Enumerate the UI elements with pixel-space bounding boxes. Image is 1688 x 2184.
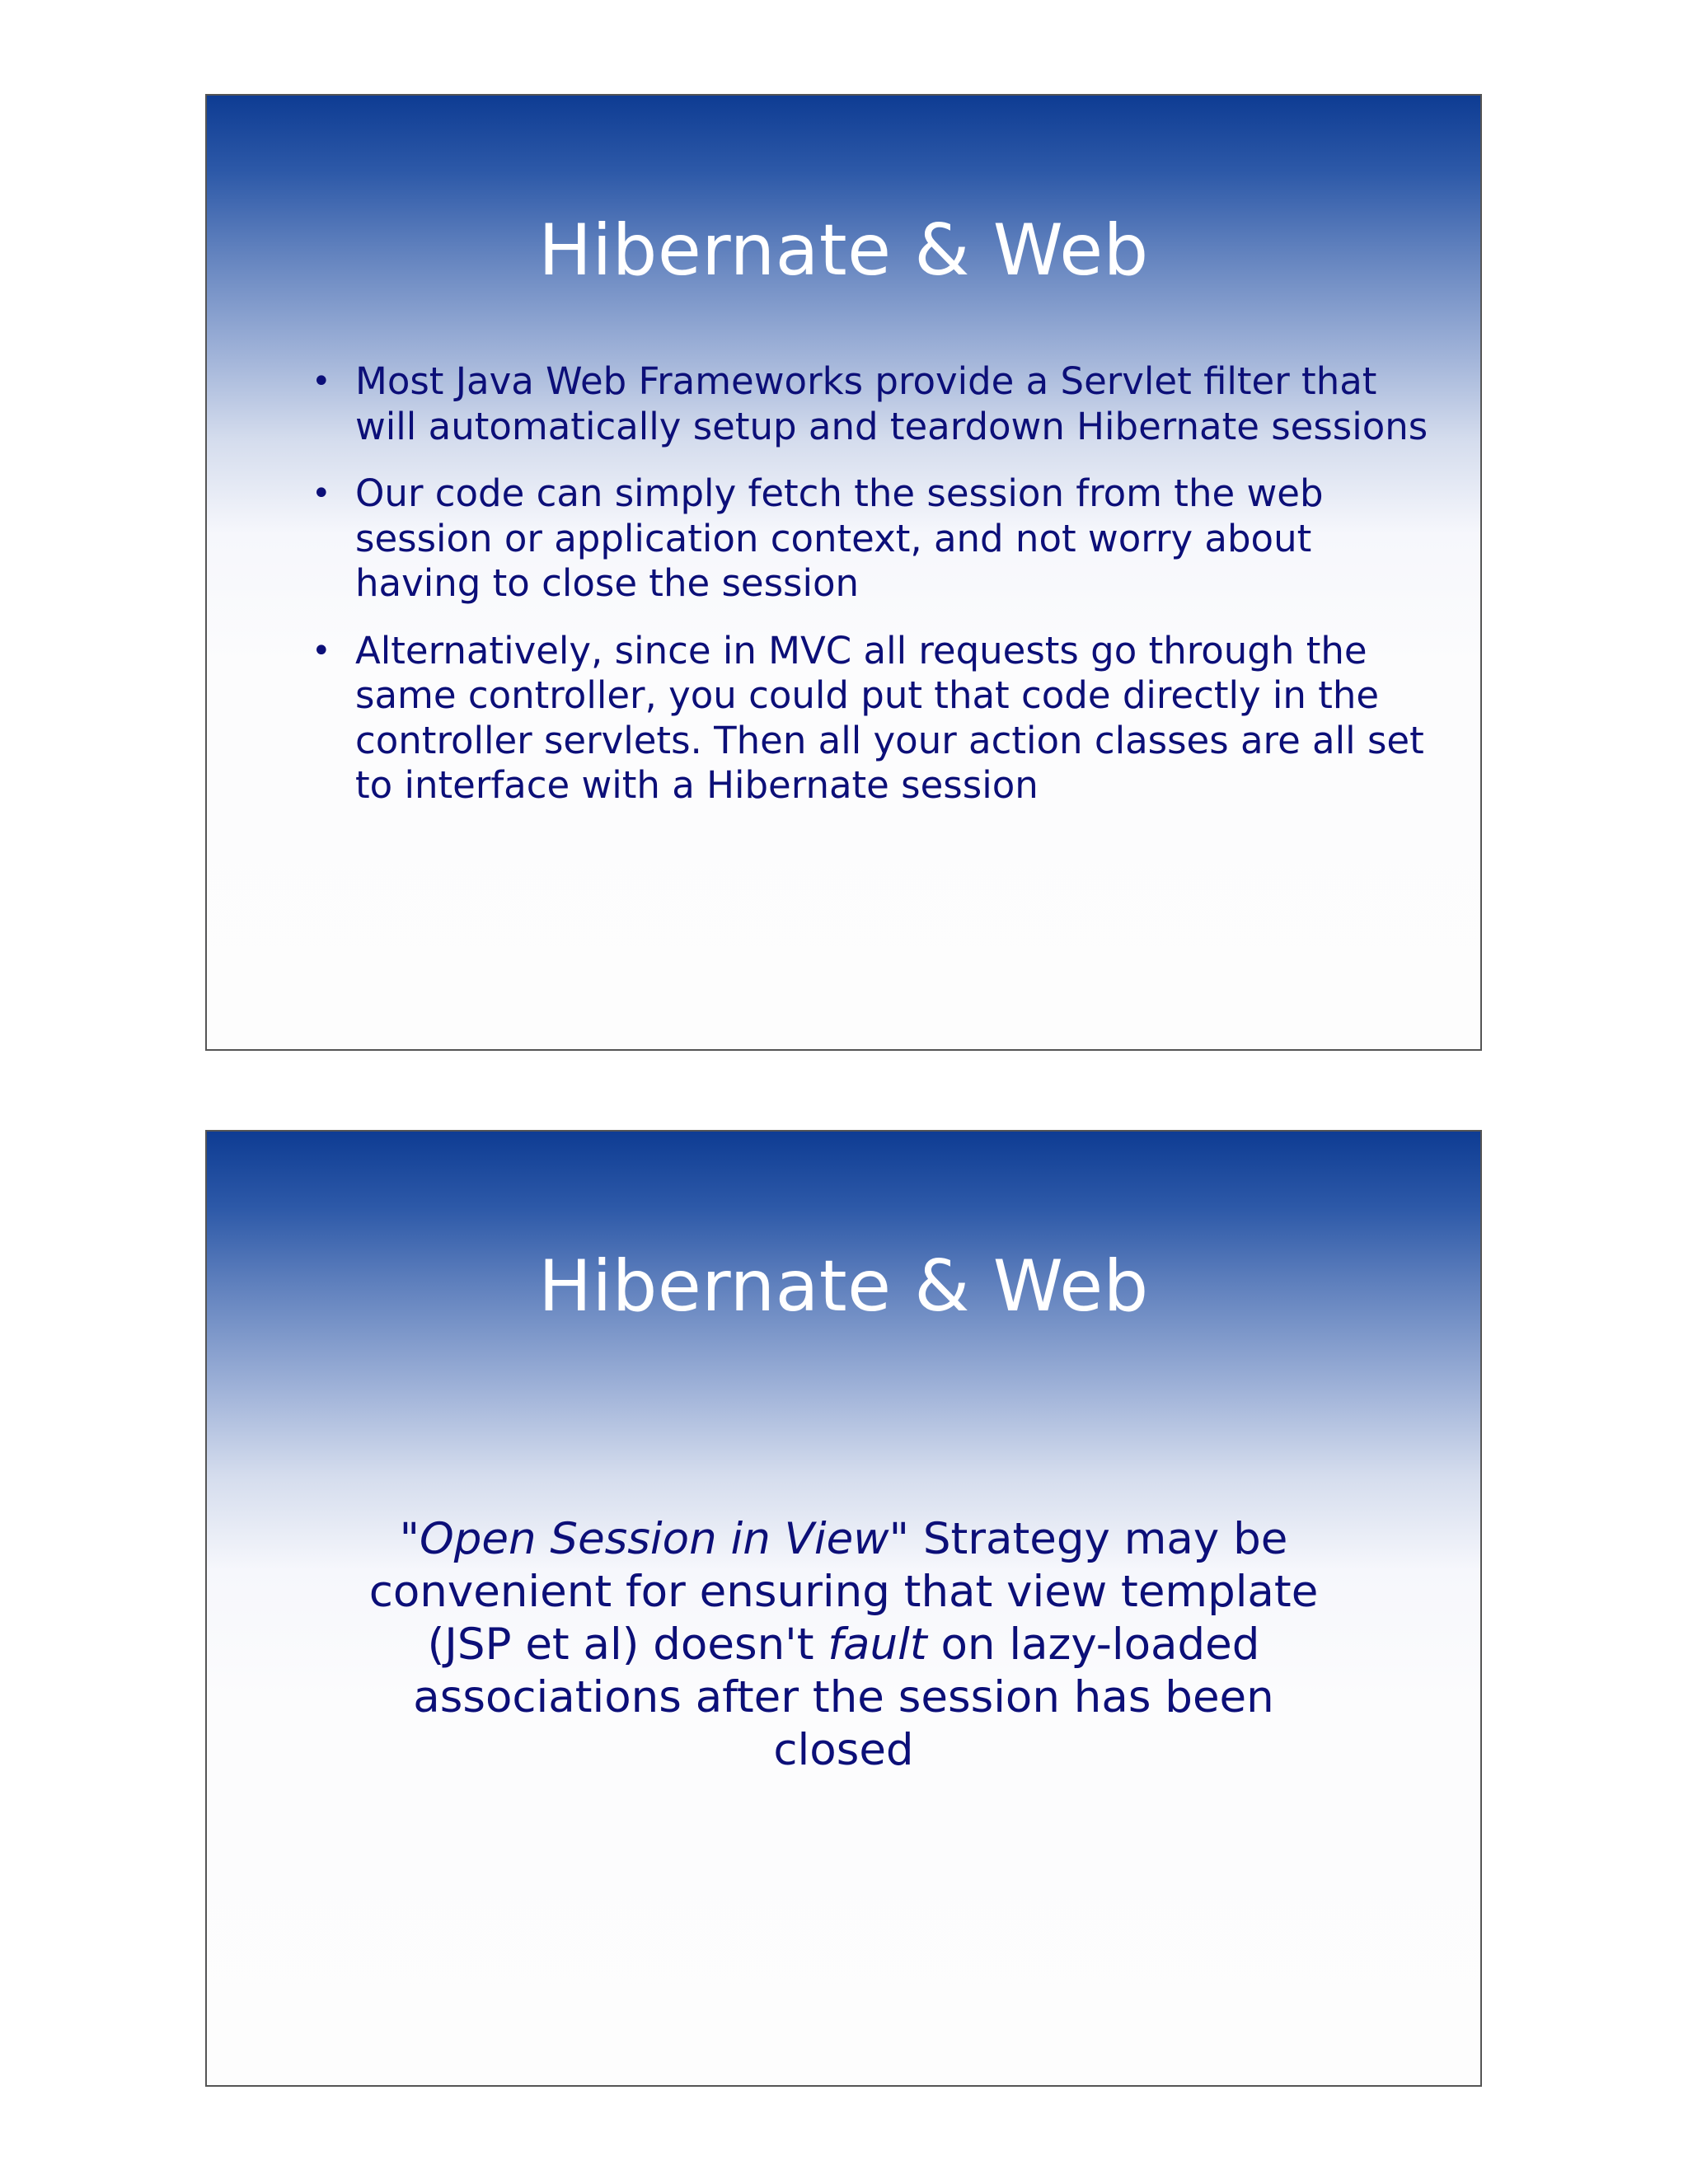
bullet-text: Our code can simply fetch the session from the web session or application context, and not worry about having to close the session — [355, 471, 1324, 605]
bullet-icon: • — [312, 475, 331, 513]
slide-1 — [205, 94, 1482, 1051]
bullet-item — [207, 471, 1482, 607]
italic-phrase: Open Session in View — [420, 1514, 889, 1564]
slide-2 — [205, 1130, 1482, 2087]
quote-text-2: on lazy-loaded associations after the session has been closed — [413, 1619, 1274, 1775]
bullet-text: Alternatively, since in MVC all requests go through the same controller, you could put that code directly in the controller servlets. Then all your action classes are all set to interface with a Hibernate session — [355, 628, 1424, 807]
slide-title: Hibernate & Web — [538, 1245, 1149, 1328]
bullet-item — [207, 629, 1482, 808]
quote-text-1: " Strategy may be convenient for ensuring that view template (JSP et al) doesn't — [368, 1514, 1319, 1670]
bullet-icon: • — [312, 363, 331, 401]
open-quote-mark: " — [399, 1514, 420, 1564]
bullet-item — [207, 359, 1482, 449]
bullet-list — [207, 359, 1482, 831]
bullet-icon: • — [312, 631, 331, 670]
bullet-text: Most Java Web Frameworks provide a Servlet filter that will automatically setup and teardown Hibernate sessions — [355, 359, 1428, 448]
quote-paragraph — [355, 1513, 1332, 1777]
italic-word: fault — [828, 1619, 927, 1670]
slide-title: Hibernate & Web — [538, 209, 1149, 292]
